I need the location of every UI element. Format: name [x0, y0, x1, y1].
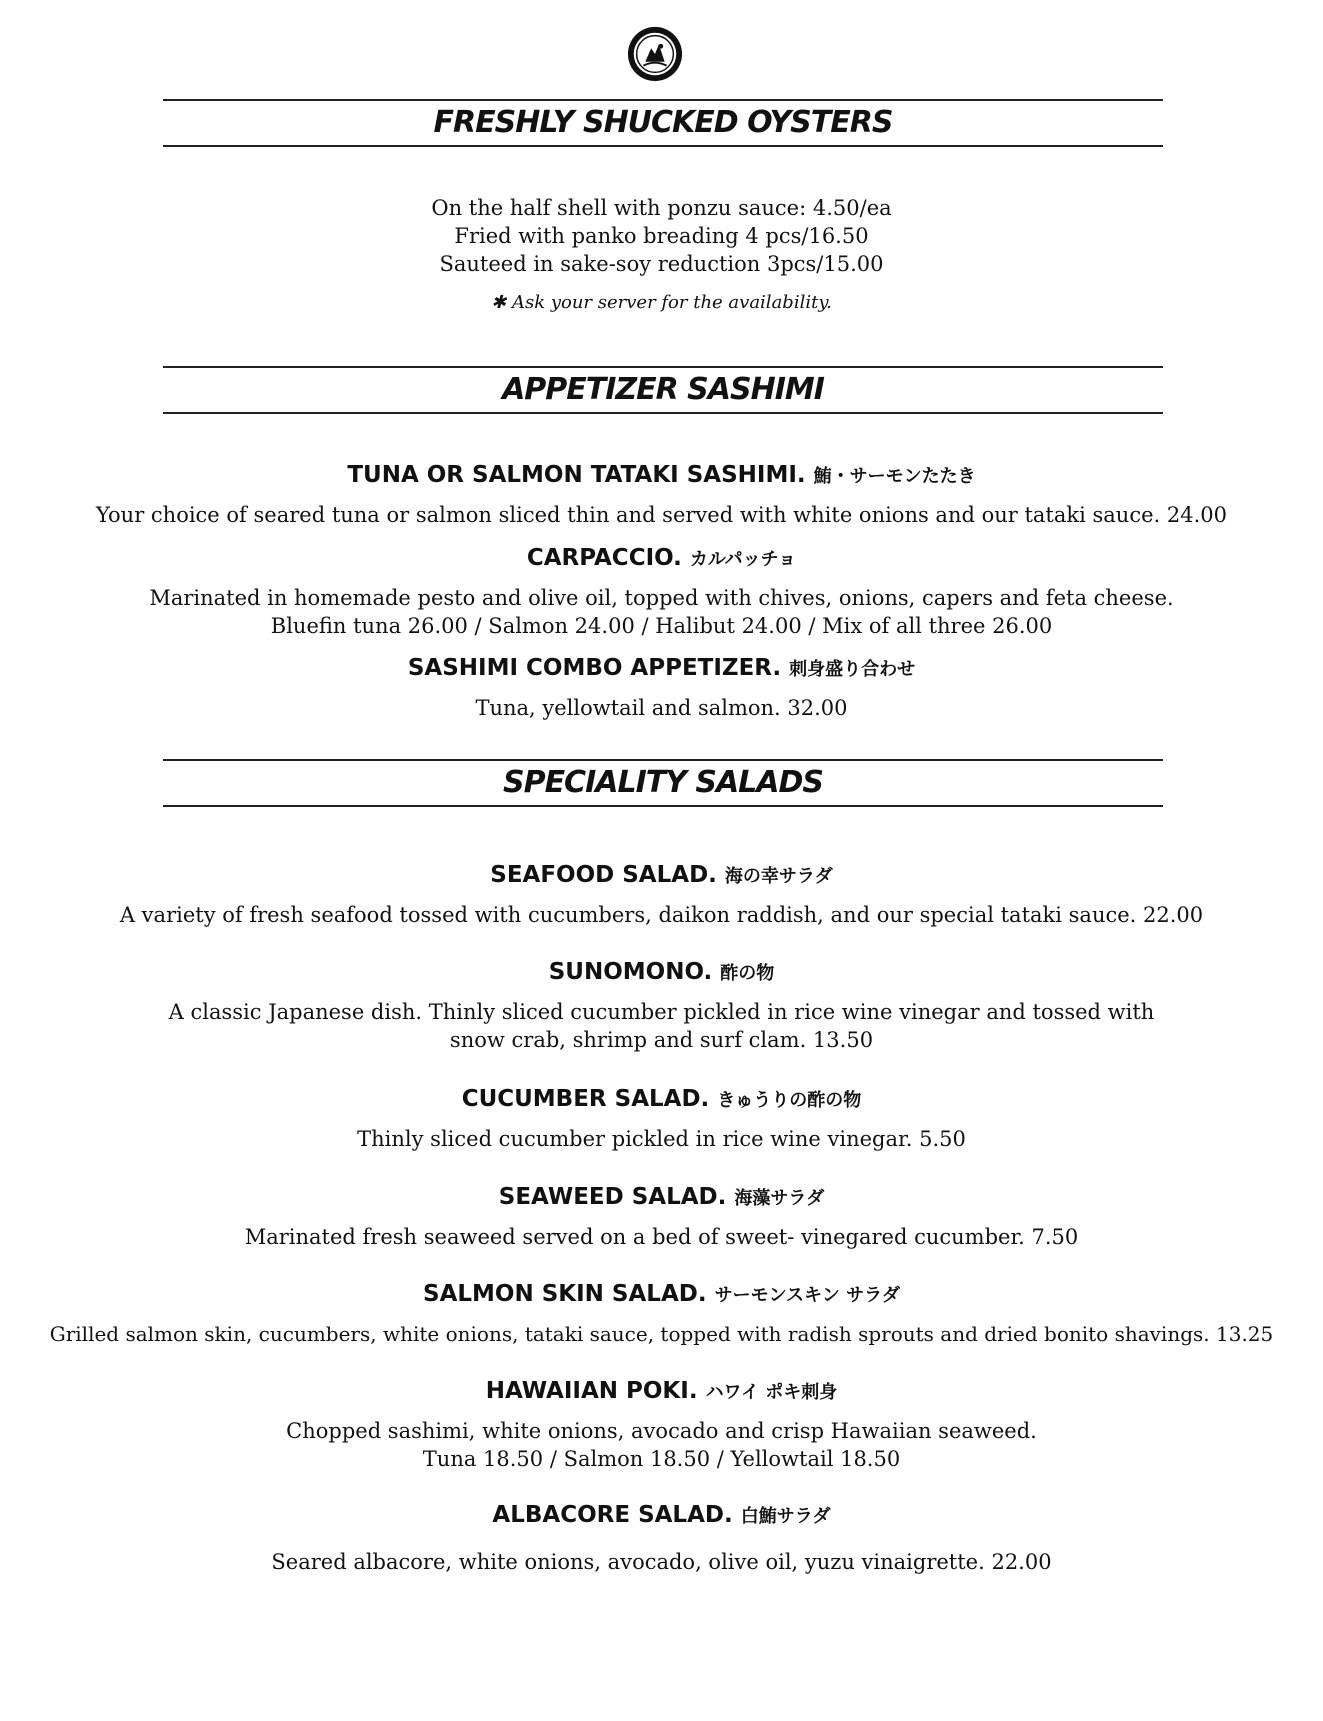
item-description: Seared albacore, white onions, avocado, olive oil, yuzu vinaigrette. 22.00 — [271, 1550, 1052, 1574]
item-name: SUNOMONO. — [548, 959, 713, 985]
oyster-line: Fried with panko breading 4 pcs/16.50 — [454, 224, 869, 248]
menu-item-title — [0, 1086, 1323, 1112]
item-japanese-name: 鮪・サーモンたたき — [813, 466, 976, 487]
item-description: A variety of fresh seafood tossed with cucumbers, daikon raddish, and our special tataki sauce. 22.00 — [119, 903, 1204, 927]
menu-item-title — [0, 1378, 1323, 1404]
item-description: Bluefin tuna 26.00 / Salmon 24.00 / Halibut 24.00 / Mix of all three 26.00 — [270, 614, 1053, 638]
item-description: Grilled salmon skin, cucumbers, white onions, tataki sauce, topped with radish sprouts and dried bonito shavings. 13.25 — [49, 1322, 1274, 1346]
menu-item-title — [0, 545, 1323, 571]
menu-item-title — [0, 1281, 1323, 1307]
item-name: CUCUMBER SALAD. — [461, 1086, 710, 1112]
section-title-salads: SPECIALITY SALADS — [502, 765, 824, 800]
item-name: SEAWEED SALAD. — [498, 1184, 727, 1210]
item-name: HAWAIIAN POKI. — [485, 1378, 698, 1404]
item-name: CARPACCIO. — [526, 545, 682, 571]
item-description: Marinated in homemade pesto and olive oil, topped with chives, onions, capers and feta cheese. — [149, 586, 1174, 610]
item-description: Your choice of seared tuna or salmon sliced thin and served with white onions and our tataki sauce. 24.00 — [95, 503, 1227, 527]
section-header-salads — [163, 759, 1163, 807]
item-japanese-name: きゅうりの酢の物 — [717, 1090, 862, 1111]
item-japanese-name: カルパッチョ — [689, 549, 797, 570]
availability-note: ✱ Ask your server for the availability. — [491, 292, 832, 313]
item-name: ALBACORE SALAD. — [492, 1502, 733, 1528]
item-japanese-name: 海の幸サラダ — [724, 866, 833, 887]
item-description: Tuna 18.50 / Salmon 18.50 / Yellowtail 18.50 — [422, 1447, 901, 1471]
item-description: snow crab, shrimp and surf clam. 13.50 — [449, 1028, 874, 1052]
item-name: SEAFOOD SALAD. — [490, 862, 717, 888]
item-description: A classic Japanese dish. Thinly sliced cucumber pickled in rice wine vinegar and tossed with — [168, 1000, 1155, 1024]
item-japanese-name: 海藻サラダ — [734, 1188, 825, 1209]
restaurant-crest-logo — [626, 25, 684, 83]
item-name: SASHIMI COMBO APPETIZER. — [407, 655, 782, 681]
section-title-sashimi: APPETIZER SASHIMI — [502, 372, 824, 407]
oyster-line: Sauteed in sake-soy reduction 3pcs/15.00 — [439, 252, 884, 276]
menu-item-title — [0, 862, 1323, 888]
menu-item-title — [0, 462, 1323, 488]
menu-item-title — [0, 1502, 1323, 1528]
menu-item-title — [0, 959, 1323, 985]
item-description: Chopped sashimi, white onions, avocado and crisp Hawaiian seaweed. — [286, 1419, 1037, 1443]
item-japanese-name: 酢の物 — [720, 963, 775, 984]
item-japanese-name: サーモンスキン サラダ — [714, 1285, 900, 1306]
item-name: SALMON SKIN SALAD. — [423, 1281, 707, 1307]
oyster-line: On the half shell with ponzu sauce: 4.50/ea — [431, 196, 892, 220]
item-japanese-name: 白鮪サラダ — [740, 1506, 831, 1527]
item-description: Tuna, yellowtail and salmon. 32.00 — [475, 696, 848, 720]
item-name: TUNA OR SALMON TATAKI SASHIMI. — [347, 462, 806, 488]
section-title-oysters: FRESHLY SHUCKED OYSTERS — [433, 105, 893, 140]
menu-item-title — [0, 1184, 1323, 1210]
section-header-sashimi — [163, 366, 1163, 414]
item-japanese-name: ハワイ ポキ刺身 — [705, 1382, 838, 1403]
item-description: Marinated fresh seaweed served on a bed of sweet- vinegared cucumber. 7.50 — [244, 1225, 1079, 1249]
section-header-oysters — [163, 99, 1163, 147]
menu-item-title — [0, 655, 1323, 681]
item-description: Thinly sliced cucumber pickled in rice wine vinegar. 5.50 — [357, 1127, 966, 1151]
item-japanese-name: 刺身盛り合わせ — [789, 659, 916, 680]
